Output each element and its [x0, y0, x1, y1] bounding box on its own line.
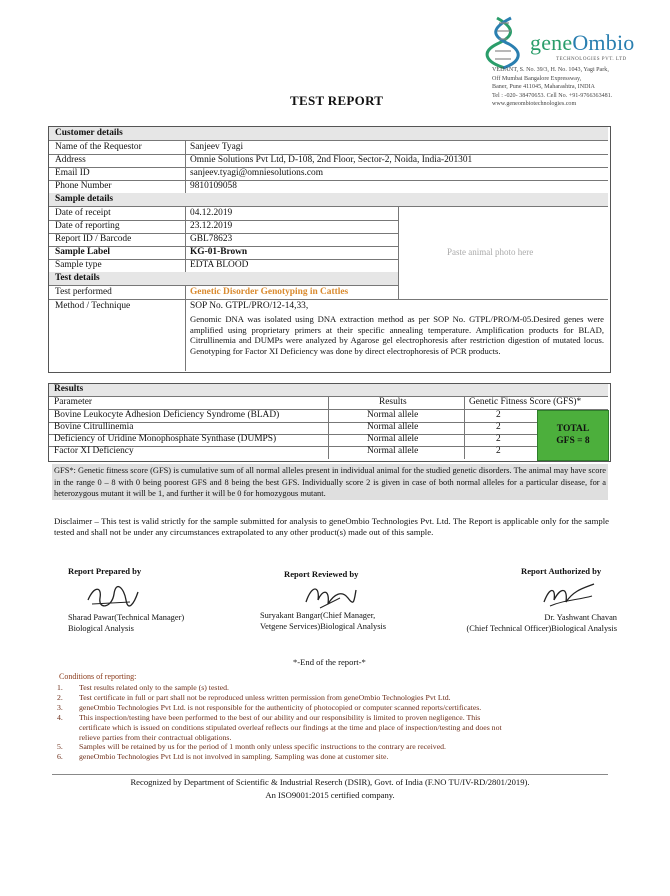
footer: Recognized by Department of Scientific & Industrial Reserch (DSIR), Govt. of India (F.NO TU/IV-RD/2801/2019). An ISO9001:2015 certified company.	[130, 777, 530, 800]
test-section-header: Test details	[49, 272, 398, 286]
list-item: 2. Test certificate in full or part shall not be reproduced unless written permission from geneOmbio Technologies Pvt Ltd.	[57, 692, 451, 702]
total-gfs-badge: TOTAL GFS = 8	[537, 410, 609, 461]
report-title: TEST REPORT	[290, 93, 384, 108]
table-row: Date of receipt 04.12.2019	[49, 207, 398, 221]
table-row: Email ID sanjeev.tyagi@omniesolutions.com	[49, 167, 608, 181]
signature-authorized-icon	[540, 578, 598, 612]
photo-placeholder-text: Paste animal photo here	[447, 247, 534, 257]
sample-section-header: Sample details	[49, 193, 608, 207]
gfs-note: GFS*: Genetic fitness score (GFS) is cumulative sum of all normal alleles present in individual animal for the studied genetic disorders. The animal may have score in the range 0 – 8 with 0 being poorest GFS and 8 being the best GFS. Individually score 2 is given in case of both normal alleles for a particular disease, for a heterozygous mutant it will be 1, and further it will be 0 for homozygous mutant.	[54, 466, 606, 499]
table-row: Sample type EDTA BLOOD	[49, 259, 398, 273]
table-row: Address Omnie Solutions Pvt Ltd, D-108, 2nd Floor, Sector-2, Noida, India-201301	[49, 154, 608, 168]
company-brand: geneOmbio	[530, 30, 635, 55]
customer-section-header: Customer details	[49, 127, 608, 141]
footer-divider	[52, 774, 608, 775]
list-item: 3. geneOmbio Technologies Pvt Ltd. is not responsible for the authenticity of photocopied or computer scanned reports/certificates.	[57, 702, 482, 712]
table-row: Factor XI Deficiency Normal allele 2	[54, 446, 501, 456]
table-row: Bovine Citrullinemia Normal allele 2	[49, 422, 537, 435]
table-row: Date of reporting 23.12.2019	[49, 220, 398, 234]
signature-prepared-icon	[84, 580, 140, 612]
results-header-row: Parameter Results Genetic Fitness Score (GFS)*	[49, 397, 608, 410]
dna-helix-logo-icon	[485, 14, 525, 72]
table-row: Bovine Leukocyte Adhesion Deficiency Syndrome (BLAD) Normal allele 2	[49, 410, 537, 423]
conditions-list	[57, 683, 602, 762]
list-item: 4. This inspection/testing have been performed to the best of our ability and our responsibility is limited to proven negligence. This certificate which is issued on conditions stipulated overleaf reflects our findings at the time and place of inspection/testing and does not relieve parties from their contractual obligations.	[57, 712, 502, 742]
end-of-report: *-End of the report-*	[293, 657, 366, 667]
company-address: VEDANT, S. No. 39/3, H. No. 1043, Yagi Park, Off Mumbai Bangalore Expressway, Baner, Pune 411045, Maharashtra, INDIA Tel : -020- 38470653. Cell No. +91-9766363481. www.geneombiotechnologies.com	[492, 67, 613, 108]
authorized-by-heading: Report Authorized by	[521, 566, 602, 576]
company-tagline: TECHNOLOGIES PVT. LTD	[556, 57, 627, 62]
table-row: Deficiency of Uridine Monophosphate Synthase (DUMPS) Normal allele 2	[49, 434, 537, 447]
table-row: Name of the Requestor Sanjeev Tyagi	[49, 141, 608, 155]
table-row: Report ID / Barcode GBL78623	[49, 233, 398, 247]
reviewed-by-name: Suryakant Bangar(Chief Manager, Vetgene Services)Biological Analysis	[260, 611, 387, 631]
authorized-by-name: Dr. Yashwant Chavan (Chief Technical Officer)Biological Analysis	[466, 613, 617, 633]
list-item: 5. Samples will be retained by us for the period of 1 month only unless specific instructions to the contrary are received.	[57, 742, 447, 752]
table-row: Test performed Genetic Disorder Genotyping in Cattles	[49, 286, 608, 300]
prepared-by-heading: Report Prepared by	[68, 566, 142, 576]
list-item: 1. Test results related only to the sample (s) tested.	[57, 683, 229, 692]
reviewed-by-heading: Report Reviewed by	[284, 569, 359, 579]
column-divider	[464, 397, 465, 459]
list-item: 6. geneOmbio Technologies Pvt Ltd is not involved in sampling. Sampling was done at customer site.	[57, 752, 389, 762]
column-divider	[328, 397, 329, 459]
prepared-by-name: Sharad Pawar(Technical Manager) Biological Analysis	[68, 613, 185, 633]
conditions-title: Conditions of reporting:	[59, 672, 137, 681]
method-description: Genomic DNA was isolated using DNA extraction method as per SOP No. GTPL/PRO/M-05.Desired genes were amplified using proprietary primers at their specific annealing temperature. Amplification products for BLAD, Citrullinemia and DUMPs were analyzed by Agarose gel electrophoresis after restriction digestion of mutated locus. Genotyping for Factor XI Deficiency was done by direct electrophoresis of PCR products.	[190, 314, 604, 356]
disclaimer-text: Disclaimer – This test is valid strictly for the sample submitted for analysis to geneOmbio Technologies Pvt. Ltd. The Report is applicable only for the sample tested and shall not be under any circumstances extrapolated to any other product(s) made out of this sample.	[54, 516, 609, 538]
method-row: Method / Technique SOP No. GTPL/PRO/12-14,33,	[49, 299, 608, 371]
table-row: Sample Label KG-01-Brown	[49, 246, 398, 260]
results-section-header: Results	[49, 384, 608, 397]
signature-reviewed-icon	[300, 580, 358, 612]
table-row: Phone Number 9810109058	[49, 180, 608, 194]
